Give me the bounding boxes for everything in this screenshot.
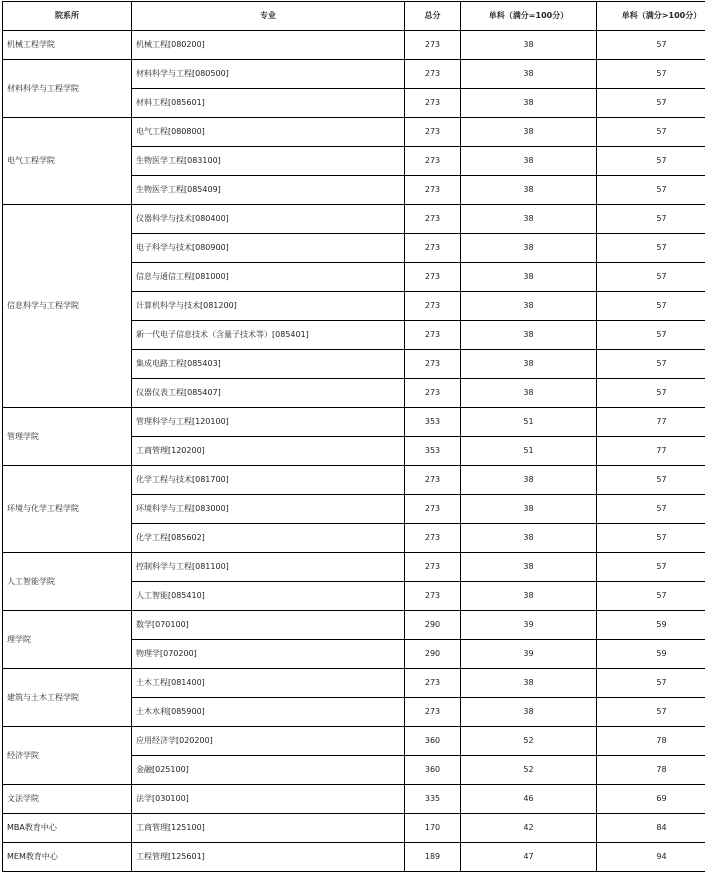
total-cell: 273 [405,176,461,205]
single-100-cell: 52 [461,727,597,756]
total-cell: 273 [405,698,461,727]
single-100-cell: 38 [461,350,597,379]
major-cell: 数学[070100] [132,611,405,640]
dept-cell: 电气工程学院 [3,118,132,205]
major-cell: 仪器科学与技术[080400] [132,205,405,234]
major-cell: 电子科学与技术[080900] [132,234,405,263]
table-body [3,31,705,872]
major-cell: 化学工程[085602] [132,524,405,553]
single-100-cell: 38 [461,205,597,234]
total-cell: 273 [405,553,461,582]
major-cell: 电气工程[080800] [132,118,405,147]
major-cell: 环境科学与工程[083000] [132,495,405,524]
dept-cell: MBA教育中心 [3,814,132,843]
single-100-cell: 38 [461,466,597,495]
single-over-100-cell: 59 [597,640,705,669]
table-row [3,205,705,234]
total-cell: 335 [405,785,461,814]
total-cell: 273 [405,263,461,292]
dept-cell: 机械工程学院 [3,31,132,60]
single-over-100-cell: 57 [597,292,705,321]
single-over-100-cell: 57 [597,553,705,582]
major-cell: 管理科学与工程[120100] [132,408,405,437]
single-100-cell: 38 [461,495,597,524]
dept-cell: 材料科学与工程学院 [3,60,132,118]
major-cell: 信息与通信工程[081000] [132,263,405,292]
score-table [2,1,705,872]
major-cell: 新一代电子信息技术（含量子技术等）[085401] [132,321,405,350]
total-cell: 353 [405,437,461,466]
table-row [3,611,705,640]
single-over-100-cell: 57 [597,466,705,495]
major-cell: 金融[025100] [132,756,405,785]
dept-cell: 人工智能学院 [3,553,132,611]
single-over-100-cell: 77 [597,408,705,437]
total-cell: 360 [405,756,461,785]
header-total: 总分 [405,2,461,31]
major-cell: 应用经济学[020200] [132,727,405,756]
single-100-cell: 39 [461,640,597,669]
single-100-cell: 38 [461,524,597,553]
single-over-100-cell: 69 [597,785,705,814]
single-100-cell: 52 [461,756,597,785]
table-row [3,553,705,582]
single-100-cell: 39 [461,611,597,640]
total-cell: 170 [405,814,461,843]
single-over-100-cell: 84 [597,814,705,843]
single-over-100-cell: 57 [597,321,705,350]
dept-cell: 管理学院 [3,408,132,466]
table-row [3,814,705,843]
single-100-cell: 38 [461,147,597,176]
major-cell: 化学工程与技术[081700] [132,466,405,495]
single-over-100-cell: 57 [597,379,705,408]
single-over-100-cell: 57 [597,89,705,118]
single-100-cell: 38 [461,31,597,60]
total-cell: 360 [405,727,461,756]
major-cell: 人工智能[085410] [132,582,405,611]
total-cell: 273 [405,379,461,408]
header-row [3,2,705,31]
table-row [3,466,705,495]
dept-cell: 环境与化学工程学院 [3,466,132,553]
major-cell: 控制科学与工程[081100] [132,553,405,582]
major-cell: 材料工程[085601] [132,89,405,118]
table-row [3,785,705,814]
single-100-cell: 38 [461,60,597,89]
single-over-100-cell: 77 [597,437,705,466]
single-100-cell: 46 [461,785,597,814]
total-cell: 353 [405,408,461,437]
single-over-100-cell: 57 [597,669,705,698]
single-over-100-cell: 57 [597,234,705,263]
header-single-over-100: 单科（满分>100分） [597,2,705,31]
single-over-100-cell: 59 [597,611,705,640]
header-major: 专业 [132,2,405,31]
total-cell: 273 [405,31,461,60]
single-over-100-cell: 57 [597,582,705,611]
total-cell: 273 [405,669,461,698]
single-100-cell: 38 [461,553,597,582]
dept-cell: 建筑与土木工程学院 [3,669,132,727]
dept-cell: MEM教育中心 [3,843,132,872]
total-cell: 290 [405,611,461,640]
single-100-cell: 38 [461,698,597,727]
major-cell: 材料科学与工程[080500] [132,60,405,89]
single-over-100-cell: 94 [597,843,705,872]
dept-cell: 文法学院 [3,785,132,814]
single-100-cell: 38 [461,379,597,408]
table-row [3,843,705,872]
single-over-100-cell: 57 [597,147,705,176]
total-cell: 273 [405,582,461,611]
table-row [3,60,705,89]
single-over-100-cell: 57 [597,263,705,292]
total-cell: 273 [405,466,461,495]
table-row [3,118,705,147]
single-100-cell: 38 [461,263,597,292]
single-over-100-cell: 57 [597,495,705,524]
single-100-cell: 38 [461,582,597,611]
total-cell: 273 [405,524,461,553]
table-row [3,31,705,60]
total-cell: 189 [405,843,461,872]
major-cell: 工商管理[125100] [132,814,405,843]
total-cell: 273 [405,60,461,89]
single-over-100-cell: 57 [597,60,705,89]
single-over-100-cell: 78 [597,756,705,785]
major-cell: 工商管理[120200] [132,437,405,466]
major-cell: 计算机科学与技术[081200] [132,292,405,321]
major-cell: 土木工程[081400] [132,669,405,698]
major-cell: 机械工程[080200] [132,31,405,60]
dept-cell: 理学院 [3,611,132,669]
single-100-cell: 38 [461,321,597,350]
single-over-100-cell: 57 [597,524,705,553]
single-100-cell: 38 [461,176,597,205]
major-cell: 法学[030100] [132,785,405,814]
total-cell: 273 [405,321,461,350]
single-100-cell: 38 [461,292,597,321]
single-over-100-cell: 57 [597,176,705,205]
single-over-100-cell: 57 [597,350,705,379]
header-dept: 院系所 [3,2,132,31]
single-100-cell: 38 [461,234,597,263]
single-100-cell: 47 [461,843,597,872]
major-cell: 生物医学工程[085409] [132,176,405,205]
major-cell: 仪器仪表工程[085407] [132,379,405,408]
total-cell: 273 [405,205,461,234]
single-100-cell: 51 [461,437,597,466]
major-cell: 物理学[070200] [132,640,405,669]
table-row [3,727,705,756]
single-100-cell: 42 [461,814,597,843]
single-over-100-cell: 78 [597,727,705,756]
dept-cell: 经济学院 [3,727,132,785]
total-cell: 273 [405,118,461,147]
single-100-cell: 38 [461,89,597,118]
single-over-100-cell: 57 [597,118,705,147]
total-cell: 290 [405,640,461,669]
single-100-cell: 38 [461,118,597,147]
single-over-100-cell: 57 [597,31,705,60]
major-cell: 土木水利[085900] [132,698,405,727]
major-cell: 生物医学工程[083100] [132,147,405,176]
total-cell: 273 [405,234,461,263]
total-cell: 273 [405,292,461,321]
table-row [3,669,705,698]
table-row [3,408,705,437]
major-cell: 集成电路工程[085403] [132,350,405,379]
single-100-cell: 38 [461,669,597,698]
header-single-100: 单科（满分=100分） [461,2,597,31]
total-cell: 273 [405,147,461,176]
total-cell: 273 [405,495,461,524]
total-cell: 273 [405,89,461,118]
dept-cell: 信息科学与工程学院 [3,205,132,408]
single-over-100-cell: 57 [597,698,705,727]
single-over-100-cell: 57 [597,205,705,234]
major-cell: 工程管理[125601] [132,843,405,872]
total-cell: 273 [405,350,461,379]
single-100-cell: 51 [461,408,597,437]
